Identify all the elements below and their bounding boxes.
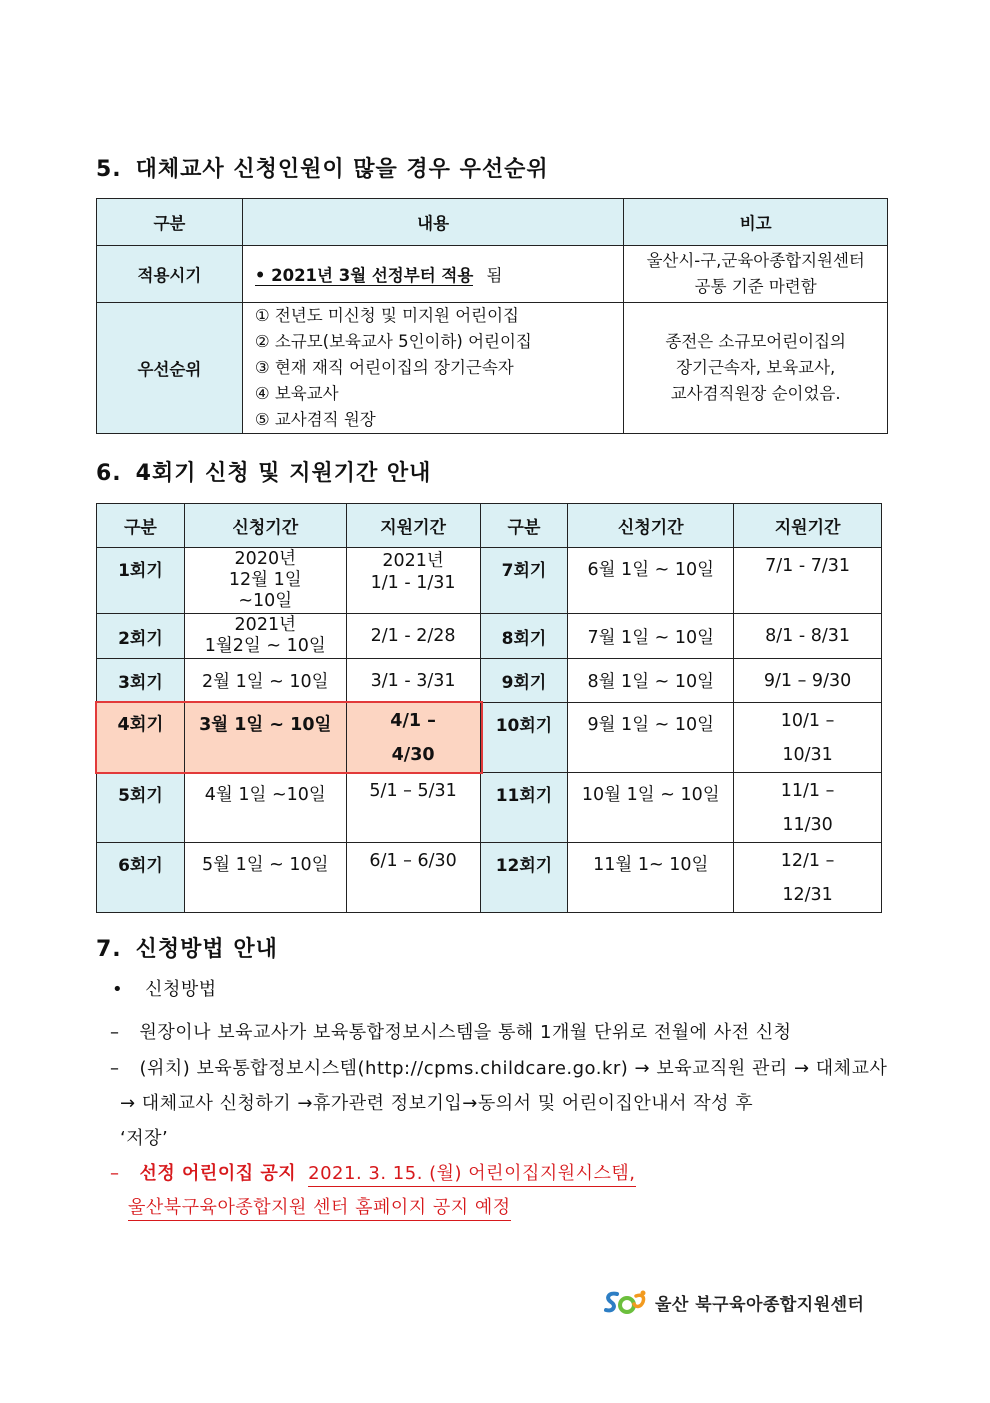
support-line: 4/1 –	[390, 710, 436, 731]
support-line: 12/31	[782, 884, 833, 905]
priority-label: 우선순위	[97, 303, 243, 434]
table-row	[97, 548, 882, 614]
round-cell: 12회기	[480, 843, 568, 913]
apply-cell: 11월 1~ 10일	[568, 843, 734, 913]
support-line: 10/1 –	[780, 710, 835, 731]
method-bullet	[112, 975, 217, 1001]
section5-heading	[96, 152, 549, 183]
schedule-header-round: 구분	[97, 504, 185, 548]
method-text: (위치) 보육통합정보시스템(http://cpms.childcare.go.kr) → 보육교직원 관리 → 대체교사	[139, 1058, 888, 1079]
schedule-header-round: 구분	[480, 504, 568, 548]
section6-heading	[96, 456, 431, 487]
method-text: 원장이나 보육교사가 보육통합정보시스템을 통해 1개월 단위로 전월에 사전 신청	[139, 1022, 792, 1043]
priority-item: ④ 보육교사	[254, 384, 339, 403]
support-line: 10/31	[782, 744, 833, 765]
round-cell: 10회기	[480, 703, 568, 773]
support-cell: 9/1 – 9/30	[734, 659, 882, 703]
schedule-table	[96, 503, 882, 913]
round-cell: 8회기	[480, 614, 568, 659]
support-line: 2021년	[382, 551, 444, 571]
round-cell-current: 4회기	[97, 703, 185, 773]
support-cell	[346, 548, 480, 614]
priority-table	[96, 198, 888, 434]
schedule-header-apply: 신청기간	[184, 504, 346, 548]
bullet-icon: •	[112, 979, 124, 1000]
priority-header-note: 비고	[624, 199, 888, 246]
schedule-header-apply: 신청기간	[568, 504, 734, 548]
priority-header-content: 내용	[242, 199, 624, 246]
support-cell: 6/1 – 6/30	[346, 843, 480, 913]
support-cell	[734, 843, 882, 913]
section7-heading	[96, 932, 278, 963]
notice-label: 선정 어린이집 공지	[139, 1163, 297, 1184]
apply-time-content	[242, 246, 624, 303]
apply-cell-current: 3월 1일 ~ 10일	[184, 703, 346, 773]
dash-icon: –	[110, 1058, 120, 1079]
support-cell: 7/1 - 7/31	[734, 548, 882, 614]
apply-line: 1월2일 ~ 10일	[204, 636, 326, 656]
priority-list	[242, 303, 624, 434]
method-line-2b: → 대체교사 신청하기 →휴가관련 정보기입→동의서 및 어린이집안내서 작성 후	[120, 1093, 754, 1114]
priority-header-category: 구분	[97, 199, 243, 246]
apply-time-bold: • 2021년 3월 선정부터 적용	[254, 266, 474, 285]
apply-cell: 8월 1일 ~ 10일	[568, 659, 734, 703]
method-line-1	[110, 1018, 792, 1044]
support-line: 4/30	[391, 744, 435, 765]
notice-line-1	[110, 1159, 636, 1185]
priority-item: ① 전년도 미신청 및 미지원 어린이집	[254, 306, 519, 325]
dash-icon: –	[110, 1163, 120, 1184]
support-line: 11/30	[782, 814, 833, 835]
table-row	[97, 843, 882, 913]
round-cell: 1회기	[97, 548, 185, 614]
support-cell	[734, 773, 882, 843]
section5-number: 5.	[96, 157, 122, 182]
apply-line: 2021년	[234, 615, 296, 635]
priority-note-line: 종전은 소규모어린이집의	[665, 332, 846, 351]
apply-cell: 10월 1일 ~ 10일	[568, 773, 734, 843]
center-logo	[603, 1288, 864, 1316]
apply-cell: 5월 1일 ~ 10일	[184, 843, 346, 913]
support-line: 12/1 –	[780, 850, 835, 871]
apply-line: 2020년	[234, 549, 296, 569]
apply-time-label: 적용시기	[97, 246, 243, 303]
logo-mark-icon	[603, 1288, 649, 1316]
apply-line: ~10일	[238, 591, 293, 611]
round-cell: 7회기	[480, 548, 568, 614]
notice-date: 2021. 3. 15. (월) 어린이집지원시스템,	[308, 1163, 635, 1187]
schedule-header-support: 지원기간	[734, 504, 882, 548]
notice-homepage: 울산북구육아종합지원 센터 홈페이지 공지 예정	[128, 1197, 511, 1221]
apply-time-note-line: 공통 기준 마련함	[694, 277, 817, 296]
round-cell: 11회기	[480, 773, 568, 843]
table-row	[97, 773, 882, 843]
apply-cell: 6월 1일 ~ 10일	[568, 548, 734, 614]
priority-note-line: 교사겸직원장 순이었음.	[670, 384, 841, 403]
support-cell: 8/1 - 8/31	[734, 614, 882, 659]
section6-number: 6.	[96, 461, 122, 486]
logo-text: 울산 북구육아종합지원센터	[655, 1294, 865, 1315]
priority-item: ③ 현재 재직 어린이집의 장기근속자	[254, 358, 514, 377]
priority-item: ② 소규모(보육교사 5인이하) 어린이집	[254, 332, 532, 351]
table-row	[97, 659, 882, 703]
support-cell: 2/1 - 2/28	[346, 614, 480, 659]
method-line-2	[110, 1054, 887, 1080]
apply-line: 12월 1일	[228, 570, 302, 590]
support-cell: 5/1 – 5/31	[346, 773, 480, 843]
apply-time-note-line: 울산시-구,군육아종합지원센터	[646, 251, 865, 270]
support-cell	[734, 703, 882, 773]
apply-cell: 9월 1일 ~ 10일	[568, 703, 734, 773]
apply-cell	[184, 548, 346, 614]
support-cell: 3/1 - 3/31	[346, 659, 480, 703]
priority-item: ⑤ 교사겸직 원장	[254, 410, 376, 429]
round-cell: 5회기	[97, 773, 185, 843]
round-cell: 9회기	[480, 659, 568, 703]
section7-title: 신청방법 안내	[135, 937, 278, 962]
schedule-header-support: 지원기간	[346, 504, 480, 548]
method-line-2c: ‘저장’	[120, 1128, 169, 1149]
section7-number: 7.	[96, 937, 122, 962]
apply-time-rest: 됨	[486, 266, 503, 285]
dash-icon: –	[110, 1022, 120, 1043]
support-cell-current	[346, 703, 480, 773]
apply-cell: 4월 1일 ~10일	[184, 773, 346, 843]
section6-title: 4회기 신청 및 지원기간 안내	[135, 461, 432, 486]
apply-cell: 7월 1일 ~ 10일	[568, 614, 734, 659]
priority-note-line: 장기근속자, 보육교사,	[676, 358, 836, 377]
method-bullet-text: 신청방법	[145, 979, 217, 1000]
apply-cell	[184, 614, 346, 659]
apply-cell: 2월 1일 ~ 10일	[184, 659, 346, 703]
support-line: 11/1 –	[780, 780, 835, 801]
table-row	[97, 614, 882, 659]
support-line: 1/1 - 1/31	[370, 573, 456, 593]
notice-line-2	[128, 1193, 511, 1219]
priority-note	[624, 303, 888, 434]
round-cell: 2회기	[97, 614, 185, 659]
round-cell: 3회기	[97, 659, 185, 703]
section5-title: 대체교사 신청인원이 많을 경우 우선순위	[135, 157, 549, 182]
apply-time-note	[624, 246, 888, 303]
round-cell: 6회기	[97, 843, 185, 913]
table-row-current	[97, 703, 882, 773]
